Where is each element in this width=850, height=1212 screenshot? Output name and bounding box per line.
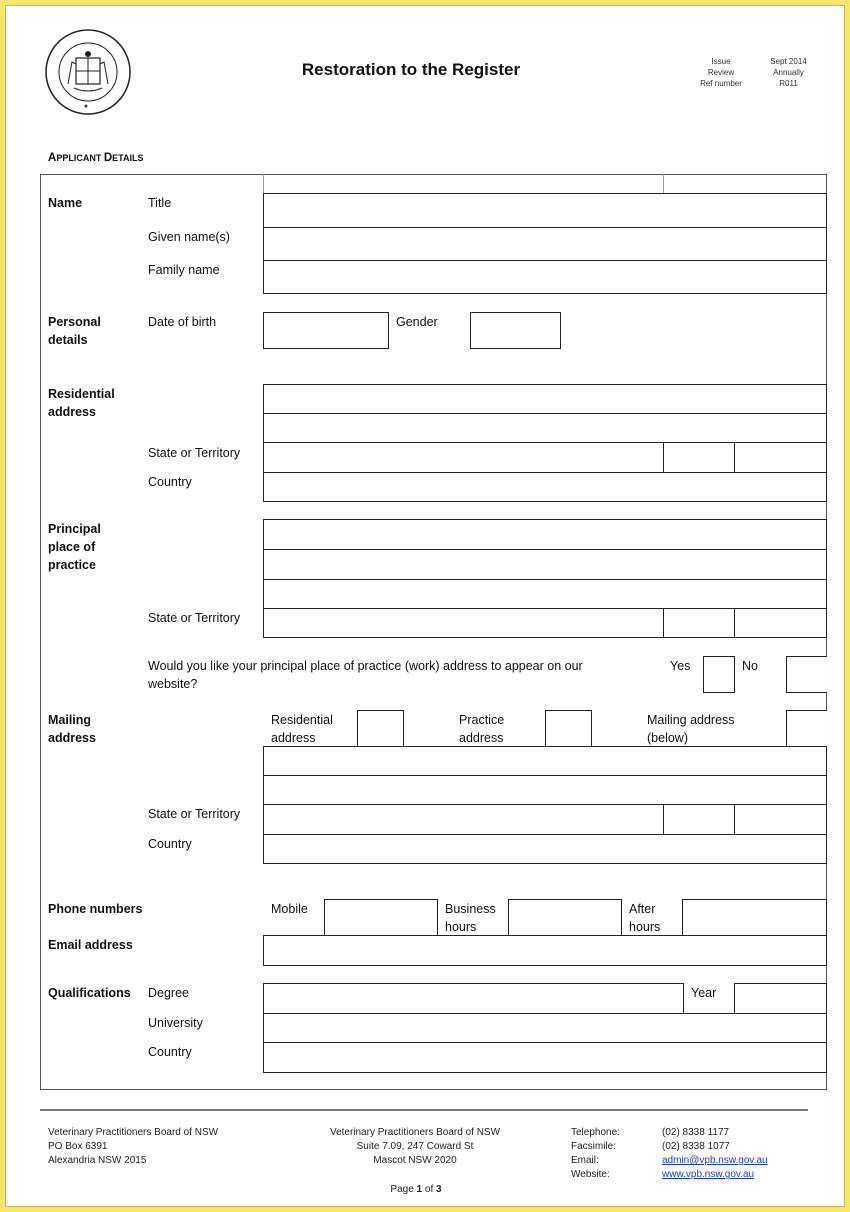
mobile-label: Mobile bbox=[271, 902, 308, 916]
meta-values bbox=[761, 56, 816, 89]
principal-line-1[interactable] bbox=[263, 519, 827, 550]
dob-label: Date of birth bbox=[148, 315, 217, 329]
business-hours-label: Business hours bbox=[445, 902, 496, 934]
phone-label: Phone numbers bbox=[48, 902, 143, 916]
mailing-line-1[interactable] bbox=[263, 746, 827, 776]
after-hours-label: After hours bbox=[629, 902, 661, 934]
meta-value-issue: Sept 2014 bbox=[770, 57, 807, 66]
footer-website-link[interactable]: www.vpb.nsw.gov.au bbox=[662, 1169, 755, 1180]
footer-street-address: Veterinary Practitioners Board of NSW Suite 7.09, 247 Coward St Mascot NSW 2020 bbox=[329, 1127, 501, 1166]
qualifications-label: Qualifications bbox=[48, 986, 131, 1000]
mailing-state-field[interactable] bbox=[263, 804, 664, 835]
residential-country-field[interactable] bbox=[263, 472, 827, 502]
principal-postcode-field[interactable] bbox=[663, 608, 827, 638]
university-label: University bbox=[148, 1016, 203, 1030]
footer-email-link[interactable]: admin@vpb.nsw.gov.au bbox=[662, 1155, 768, 1166]
mailing-state-label: State or Territory bbox=[148, 807, 241, 821]
residential-line-1[interactable] bbox=[263, 384, 827, 414]
form-page bbox=[5, 5, 845, 1207]
year-label: Year bbox=[691, 986, 717, 1000]
name-label: Name bbox=[48, 196, 83, 210]
business-hours-field[interactable] bbox=[508, 899, 622, 936]
degree-field[interactable] bbox=[263, 983, 684, 1014]
footer-contact-labels: Telephone: Facsimile: Email: Website: bbox=[571, 1127, 620, 1180]
no-checkbox[interactable] bbox=[786, 656, 827, 693]
meta-label-ref: Ref number bbox=[700, 79, 742, 88]
qual-country-label: Country bbox=[148, 1045, 192, 1059]
mailing-option-practice-checkbox[interactable] bbox=[545, 710, 592, 747]
board-seal-logo bbox=[44, 28, 132, 116]
svg-text:★: ★ bbox=[83, 103, 89, 110]
gender-field[interactable] bbox=[470, 312, 561, 349]
mailing-option-practice-label: Practice address bbox=[459, 713, 505, 745]
principal-label: Principal place of practice bbox=[48, 522, 101, 572]
family-name-field[interactable] bbox=[263, 260, 827, 294]
frame-tick-1 bbox=[263, 174, 264, 194]
no-label: No bbox=[742, 659, 758, 673]
qual-country-field[interactable] bbox=[263, 1042, 827, 1073]
mailing-line-2[interactable] bbox=[263, 775, 827, 805]
mobile-field[interactable] bbox=[324, 899, 438, 936]
residential-label: Residential address bbox=[48, 387, 115, 419]
given-name-label: Given name(s) bbox=[148, 230, 230, 244]
mailing-option-residential-checkbox[interactable] bbox=[357, 710, 404, 747]
mailing-option-residential-label: Residential address bbox=[271, 713, 333, 745]
residential-state-label: State or Territory bbox=[148, 446, 241, 460]
residential-state-field[interactable] bbox=[263, 442, 664, 473]
mailing-label: Mailing address bbox=[48, 713, 96, 745]
principal-line-3[interactable] bbox=[263, 579, 827, 609]
email-label: Email address bbox=[48, 938, 133, 952]
footer-postal-address: Veterinary Practitioners Board of NSW PO Box 6391 Alexandria NSW 2015 bbox=[48, 1127, 219, 1166]
residential-line-2[interactable] bbox=[263, 413, 827, 443]
residential-postcode-field[interactable] bbox=[663, 442, 827, 473]
principal-state-field[interactable] bbox=[263, 608, 664, 638]
footer-telephone: (02) 8338 1177 bbox=[662, 1127, 730, 1138]
principal-line-2[interactable] bbox=[263, 549, 827, 580]
yes-checkbox[interactable] bbox=[703, 656, 735, 693]
principal-postcode-divider bbox=[734, 608, 735, 638]
form-title: Restoration to the Register bbox=[301, 60, 521, 79]
meta-label-issue: Issue bbox=[711, 57, 731, 66]
title-field[interactable] bbox=[263, 193, 827, 228]
university-field[interactable] bbox=[263, 1013, 827, 1044]
footer-contact-values bbox=[662, 1126, 768, 1182]
mailing-option-below-label: Mailing address (below) bbox=[647, 713, 735, 745]
principal-state-label: State or Territory bbox=[148, 611, 241, 625]
given-name-field[interactable] bbox=[263, 227, 827, 261]
meta-value-ref: R011 bbox=[779, 79, 798, 88]
year-field[interactable] bbox=[734, 983, 827, 1014]
footer-rule bbox=[40, 1109, 808, 1111]
mailing-option-below-checkbox[interactable] bbox=[786, 710, 827, 747]
title-label: Title bbox=[148, 196, 172, 210]
yes-label: Yes bbox=[670, 659, 691, 673]
residential-country-label: Country bbox=[148, 475, 192, 489]
mailing-country-label: Country bbox=[148, 837, 192, 851]
meta-label-review: Review bbox=[707, 68, 735, 77]
frame-tick-2 bbox=[663, 174, 664, 194]
website-question: Would you like your principal place of practice (work) address to appear on our website? bbox=[148, 659, 583, 691]
mailing-postcode-field[interactable] bbox=[663, 804, 827, 835]
meta-value-review: Annually bbox=[773, 68, 804, 77]
page-number: Page 1 of 3 bbox=[390, 1184, 442, 1195]
mailing-country-field[interactable] bbox=[263, 834, 827, 864]
footer-facsimile: (02) 8338 1077 bbox=[662, 1141, 730, 1152]
degree-label: Degree bbox=[148, 986, 189, 1000]
gender-label: Gender bbox=[396, 315, 438, 329]
after-hours-field[interactable] bbox=[682, 899, 827, 936]
meta-labels bbox=[696, 56, 746, 89]
residential-postcode-divider bbox=[734, 442, 735, 473]
mailing-postcode-divider bbox=[734, 804, 735, 835]
section-heading: APPLICANT DETAILS bbox=[48, 152, 144, 164]
family-name-label: Family name bbox=[148, 263, 220, 277]
email-field[interactable] bbox=[263, 935, 827, 966]
personal-label: Personal details bbox=[48, 315, 101, 347]
dob-field[interactable] bbox=[263, 312, 389, 349]
